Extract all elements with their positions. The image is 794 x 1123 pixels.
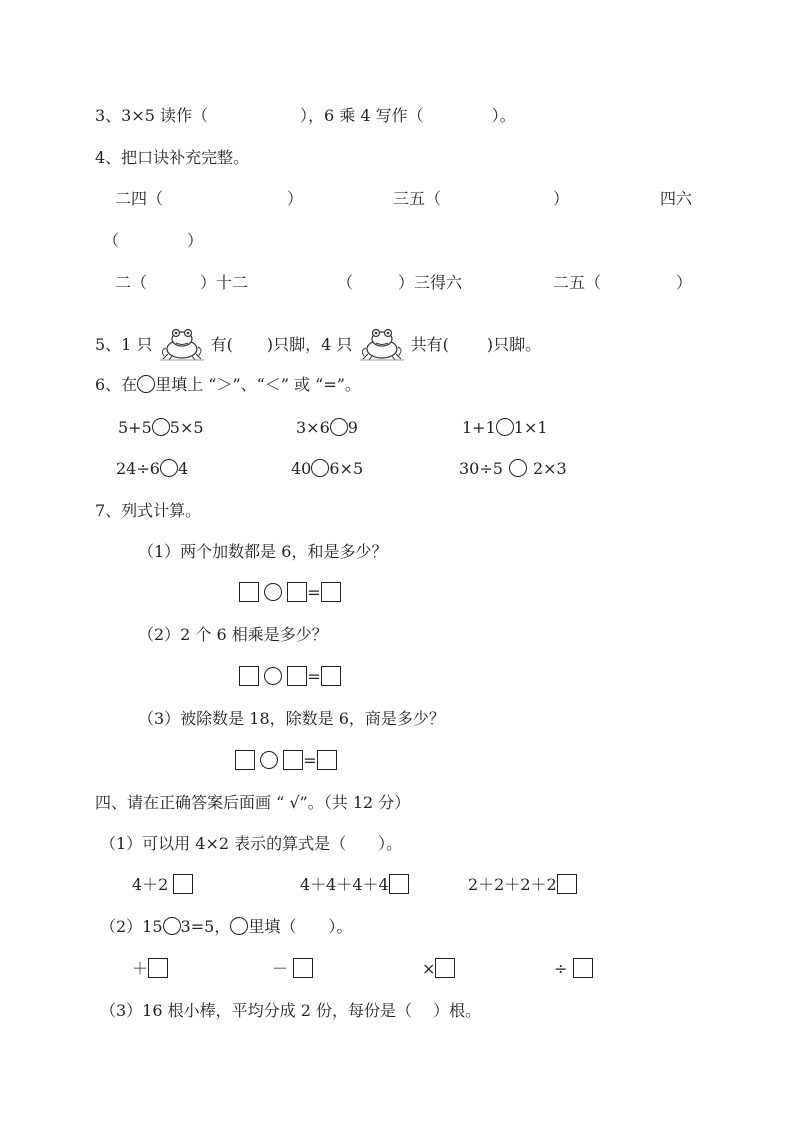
answer-box[interactable] <box>239 582 259 602</box>
q4-r1-b: ） <box>287 189 304 208</box>
q4-r1b-a: （ <box>103 231 120 250</box>
q4-r1-e: 四六 <box>660 189 693 208</box>
circle-blank-icon <box>163 917 181 935</box>
compare-circle[interactable] <box>160 459 178 477</box>
q6-item-1: 5+5 5×5 <box>118 418 204 437</box>
s4-p1-opt-3: 2＋2＋2＋2 <box>468 874 577 896</box>
answer-box[interactable] <box>239 666 259 686</box>
answer-box[interactable] <box>321 666 341 686</box>
answer-box[interactable] <box>317 750 337 770</box>
s4-p2-opt-1: ＋ <box>132 958 168 980</box>
q7-p1-equation: = <box>239 582 341 604</box>
operator-circle[interactable] <box>264 583 282 601</box>
section-4-title: 四、请在正确答案后面画 “ √”。（共 12 分） <box>95 793 411 812</box>
q6-item-3: 1+1 1×1 <box>462 418 548 437</box>
q3-text-b: ），6 乘 4 写作（ <box>300 106 424 125</box>
s4-p2-opt-4: ÷ <box>554 958 593 980</box>
s4-p1-opt-1: 4＋2 <box>132 874 193 896</box>
s4-p2-opt-2: － <box>272 958 313 980</box>
answer-box[interactable] <box>321 582 341 602</box>
q4-r2-d: ）三得六 <box>398 273 463 292</box>
compare-circle[interactable] <box>311 459 329 477</box>
answer-box[interactable] <box>283 750 303 770</box>
answer-box[interactable] <box>287 582 307 602</box>
q6-title-a: 6、在 <box>95 375 138 394</box>
compare-circle[interactable] <box>152 418 170 436</box>
q7-p2-equation: = <box>239 666 341 688</box>
check-box[interactable] <box>435 958 455 978</box>
q4-title: 4、把口诀补充完整。 <box>95 148 250 167</box>
q4-r2-a: 二（ <box>115 273 148 292</box>
answer-box[interactable] <box>287 666 307 686</box>
q6-title <box>95 374 361 396</box>
q6-item-2: 3×6 9 <box>296 418 358 437</box>
q6-item-6: 30÷5 2×3 <box>459 459 567 478</box>
q4-r1-a: 二四（ <box>115 189 164 208</box>
q3-text-c: ）。 <box>491 106 516 125</box>
check-box[interactable] <box>173 874 193 894</box>
s4-p1: （1）可以用 4×2 表示的算式是（ ）。 <box>100 834 403 853</box>
q7-p3-equation: = <box>235 750 337 772</box>
answer-box[interactable] <box>235 750 255 770</box>
question-5 <box>95 322 541 362</box>
operator-circle[interactable] <box>260 751 278 769</box>
q5-text-a: 5、1 只 <box>95 335 153 354</box>
check-box[interactable] <box>389 874 409 894</box>
circle-blank-icon <box>137 375 155 393</box>
q4-r2-b: ）十二 <box>200 273 249 292</box>
q5-text-d: 共有( <box>410 335 449 354</box>
q4-r2-f: ） <box>676 273 693 292</box>
q4-r1-c: 三五（ <box>393 189 442 208</box>
q5-text-b: 有( <box>210 335 233 354</box>
q7-p3: （3）被除数是 18，除数是 6，商是多少？ <box>138 709 445 728</box>
frog-icon <box>358 322 406 362</box>
compare-circle[interactable] <box>509 459 527 477</box>
q4-r1-d: ） <box>553 189 570 208</box>
q5-text-e: )只脚。 <box>486 335 542 354</box>
s4-p2-opt-3: × <box>422 958 455 980</box>
s4-p1-opt-2: 4＋4＋4＋4 <box>300 874 409 896</box>
q6-title-b: 里填上 “＞”、“＜” 或 “=”。 <box>155 375 361 394</box>
q4-r2-c: （ <box>337 273 354 292</box>
q5-text-c: )只脚，4 只 <box>266 335 353 354</box>
q6-item-4: 24÷6 4 <box>116 459 189 478</box>
s4-p3: （3）16 根小棒，平均分成 2 份，每份是（ ）根。 <box>100 1001 482 1020</box>
operator-circle[interactable] <box>264 667 282 685</box>
compare-circle[interactable] <box>496 418 514 436</box>
q7-p2: （2）2 个 6 相乘是多少？ <box>138 625 328 644</box>
q3-text-a: 3、3×5 读作（ <box>95 106 209 125</box>
s4-p2: （2）15 3=5， 里填（ ）。 <box>100 917 353 936</box>
frog-icon <box>158 322 206 362</box>
check-box[interactable] <box>293 958 313 978</box>
check-box[interactable] <box>557 874 577 894</box>
check-box[interactable] <box>148 958 168 978</box>
q4-r2-e: 二五（ <box>553 273 602 292</box>
question-3 <box>95 105 516 127</box>
check-box[interactable] <box>573 958 593 978</box>
circle-blank-icon <box>230 917 248 935</box>
compare-circle[interactable] <box>330 418 348 436</box>
q7-p1: （1）两个加数都是 6，和是多少？ <box>138 542 388 561</box>
q7-title: 7、列式计算。 <box>95 501 202 520</box>
q4-r1b-b: ） <box>187 231 204 250</box>
q6-item-5: 40 6×5 <box>291 459 364 478</box>
